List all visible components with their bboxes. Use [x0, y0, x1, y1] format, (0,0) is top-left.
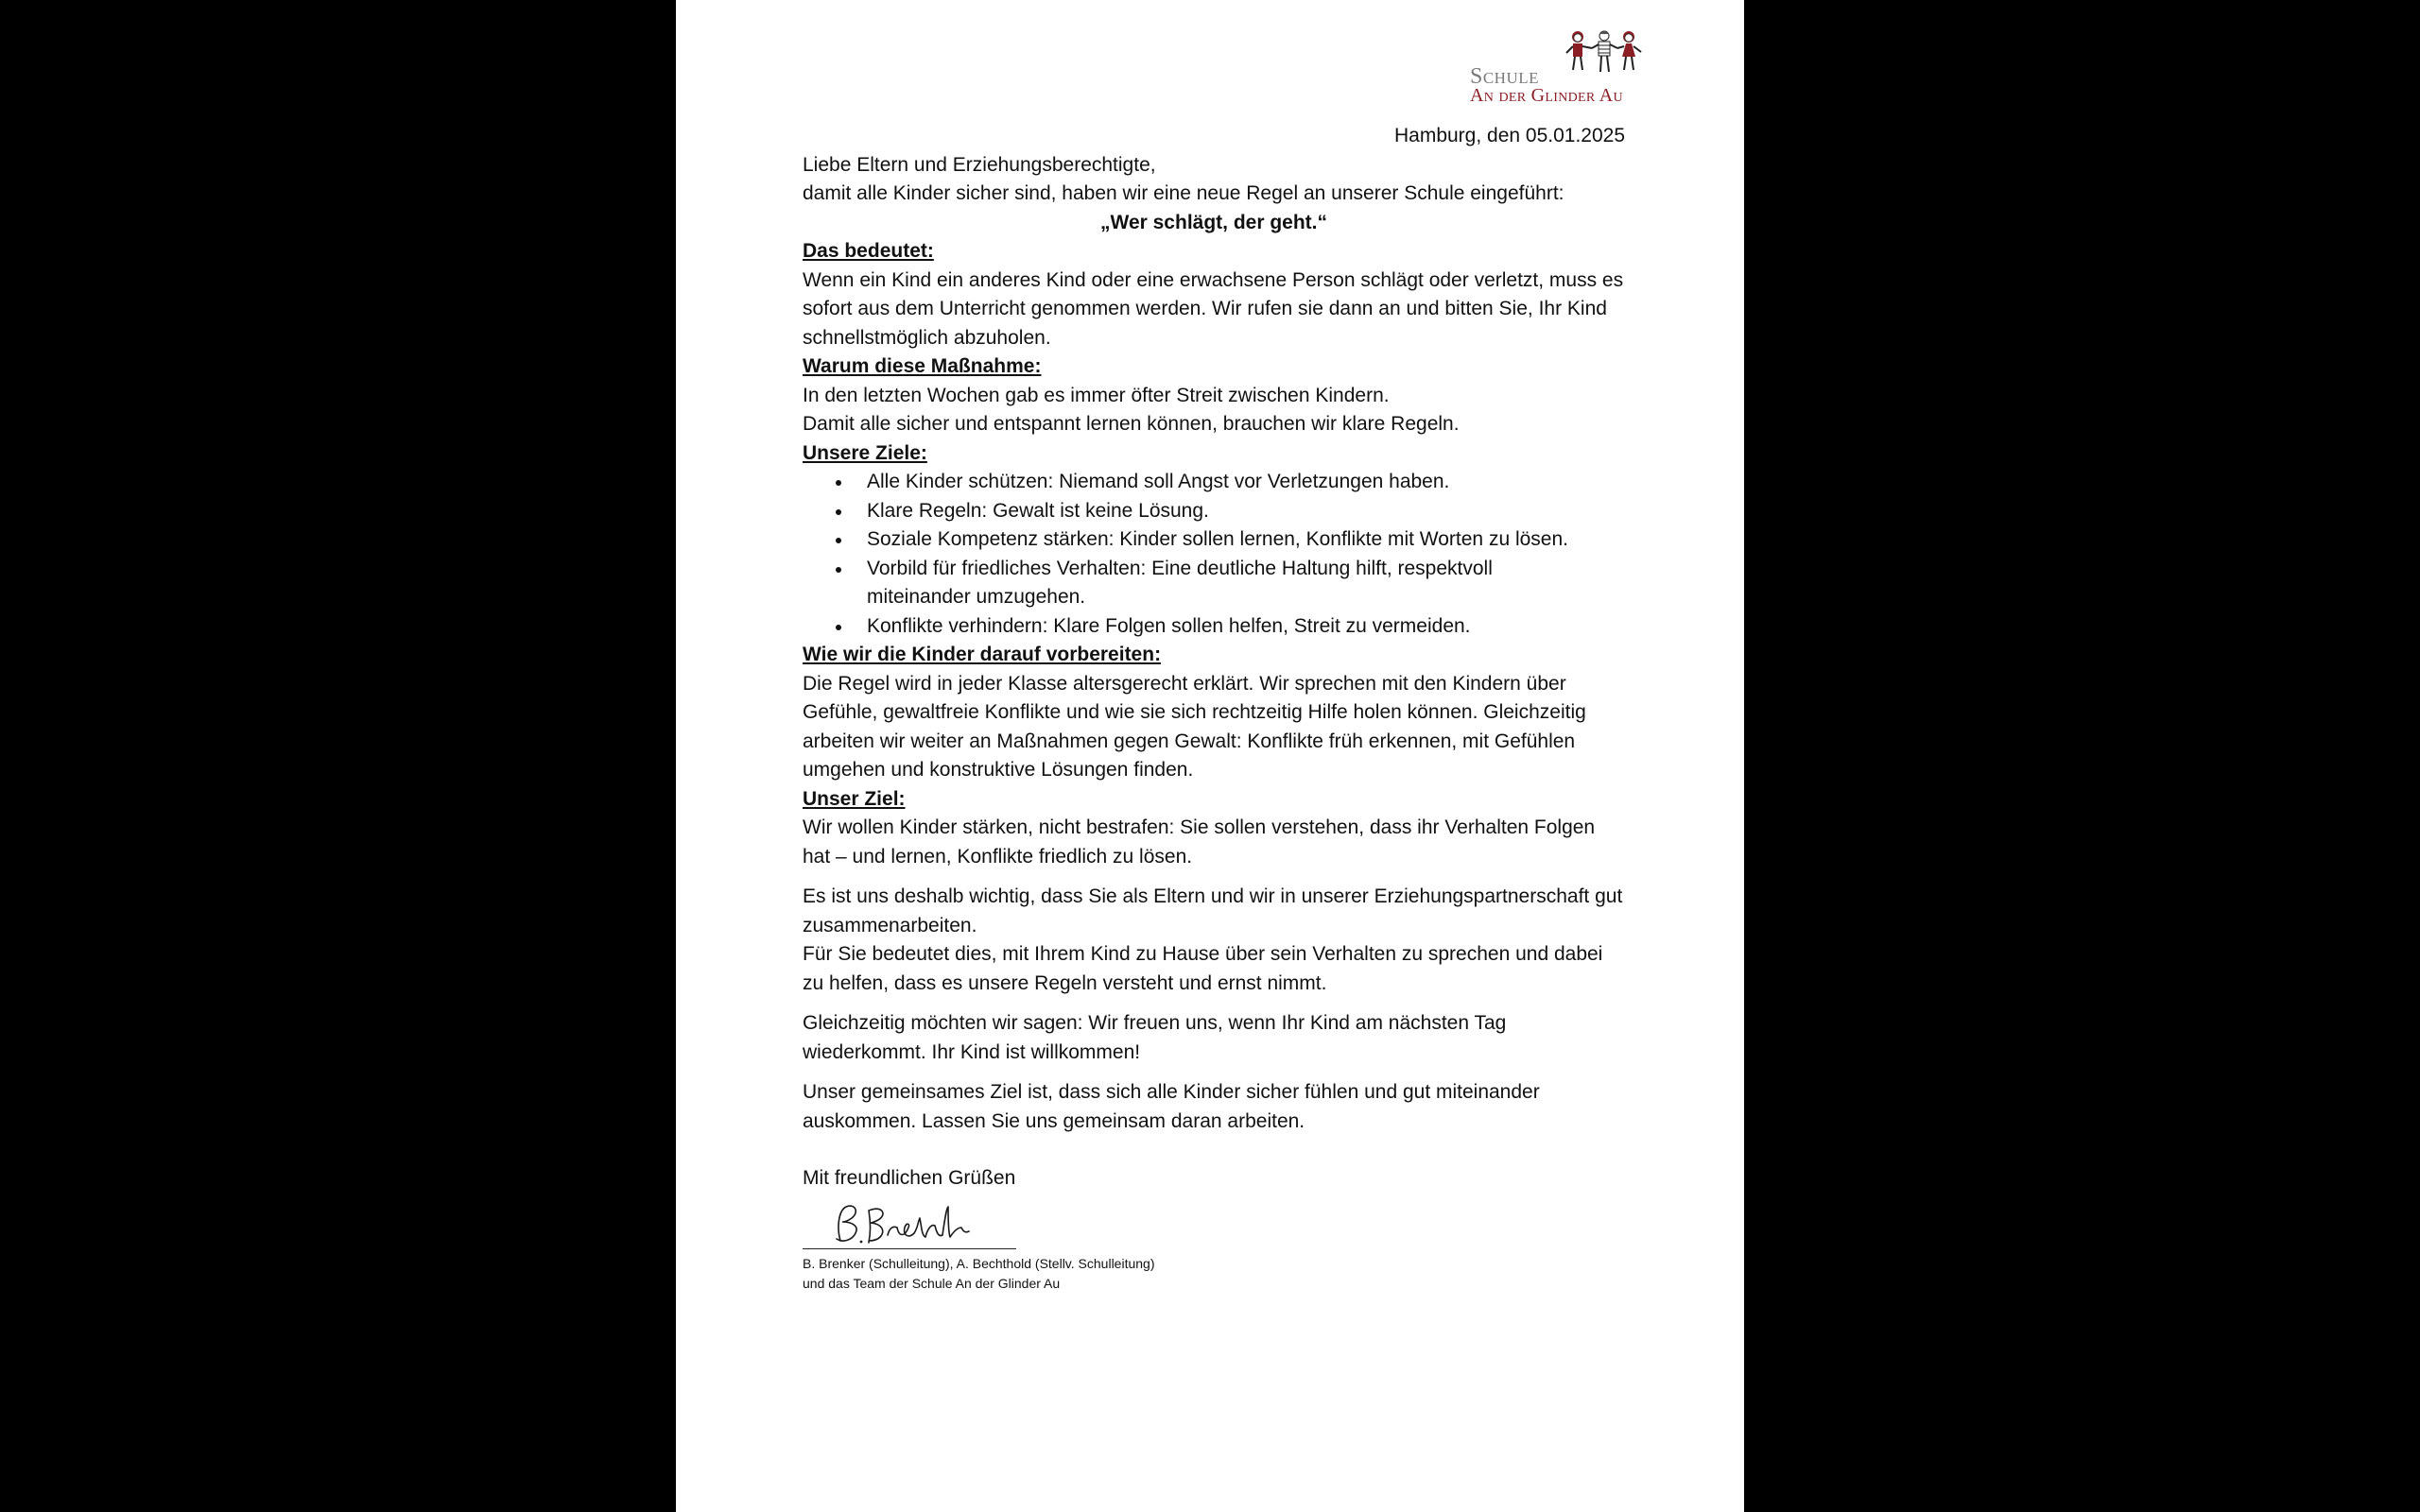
list-item: Alle Kinder schützen: Niemand soll Angst vor Verletzungen haben.	[867, 468, 1625, 497]
logo-school-label: Schule	[1470, 64, 1540, 89]
section-heading-reason: Warum diese Maßnahme:	[803, 355, 1042, 377]
section-text-meaning: Wenn ein Kind ein anderes Kind oder eine erwachsene Person schlägt oder verletzt, muss es sofort aus dem Unterricht genommen werden. Wir rufen sie dann an und bitten Sie, Ihr Kind schnellstmöglich abzuholen.	[803, 268, 1624, 349]
letter-body	[803, 122, 1625, 1294]
list-item: Vorbild für friedliches Verhalten: Eine deutliche Haltung hilft, respektvoll miteinander umzugehen.	[867, 555, 1625, 612]
team-line: und das Team der Schule An der Glinder Au	[803, 1275, 1061, 1291]
list-item: Konflikte verhindern: Klare Folgen sollen helfen, Streit zu vermeiden.	[867, 612, 1625, 642]
section-heading-goals: Unsere Ziele:	[803, 441, 927, 464]
signatories: B. Brenker (Schulleitung), A. Bechthold (Stellv. Schulleitung)	[803, 1255, 1155, 1271]
logo-school-name: An der Glinder Au	[1470, 85, 1623, 106]
letter-page	[676, 0, 1744, 1512]
letter-closing: Mit freundlichen Grüßen	[803, 1167, 1016, 1189]
signature-line	[803, 1248, 1016, 1249]
section-heading-meaning: Das bedeutet:	[803, 240, 934, 262]
letter-salutation: Liebe Eltern und Erziehungsberechtigte,	[803, 153, 1156, 176]
list-item: Klare Regeln: Gewalt ist keine Lösung.	[867, 497, 1625, 526]
letter-intro: damit alle Kinder sicher sind, haben wir eine neue Regel an unserer Schule eingeführt:	[803, 182, 1564, 204]
section-heading-aim: Unser Ziel:	[803, 787, 906, 810]
goals-list	[803, 468, 1625, 641]
section-text-reason-1: In den letzten Wochen gab es immer öfter Streit zwischen Kindern.	[803, 384, 1390, 406]
section-text-aim: Wir wollen Kinder stärken, nicht bestrafen: Sie sollen verstehen, dass ihr Verhalten Folgen hat – und lernen, Konflikte friedlich zu lösen.	[803, 816, 1596, 868]
section-heading-preparation: Wie wir die Kinder darauf vorbereiten:	[803, 644, 1162, 665]
section-text-reason-2: Damit alle sicher und entspannt lernen können, brauchen wir klare Regeln.	[803, 413, 1460, 435]
paragraph-welcome: Gleichzeitig möchten wir sagen: Wir freuen uns, wenn Ihr Kind am nächsten Tag wiederkommt. Ihr Kind ist willkommen!	[803, 1012, 1507, 1063]
handwritten-signature-icon	[827, 1199, 988, 1248]
section-text-preparation: Die Regel wird in jeder Klasse altersgerecht erklärt. Wir sprechen mit den Kindern über Gefühle, gewaltfreie Konflikte und wie sie sich rechtzeitig Hilfe holen können. Gleichzeitig arbeiten wir weiter an Maßnahmen gegen Gewalt: Konflikte früh erkennen, mit Gefühlen umgehen und konstruktive Lösungen finden.	[803, 672, 1586, 781]
list-item: Soziale Kompetenz stärken: Kinder sollen lernen, Konflikte mit Worten zu lösen.	[867, 525, 1625, 555]
signature-block	[803, 1197, 1625, 1252]
letter-date: Hamburg, den 05.01.2025	[1393, 125, 1625, 146]
school-logo	[1470, 28, 1659, 108]
paragraph-common-goal: Unser gemeinsames Ziel ist, dass sich alle Kinder sicher fühlen und gut miteinander auskommen. Lassen Sie uns gemeinsam daran arbeiten.	[803, 1081, 1540, 1132]
rule-motto: „Wer schlägt, der geht.“	[1100, 211, 1327, 233]
paragraph-partnership-2: Für Sie bedeutet dies, mit Ihrem Kind zu Hause über sein Verhalten zu sprechen und dabei zu helfen, dass es unsere Regeln versteht und ernst nimmt.	[803, 943, 1603, 994]
paragraph-partnership-1: Es ist uns deshalb wichtig, dass Sie als Eltern und wir in unserer Erziehungspartnerschaft gut zusammenarbeiten.	[803, 885, 1623, 936]
